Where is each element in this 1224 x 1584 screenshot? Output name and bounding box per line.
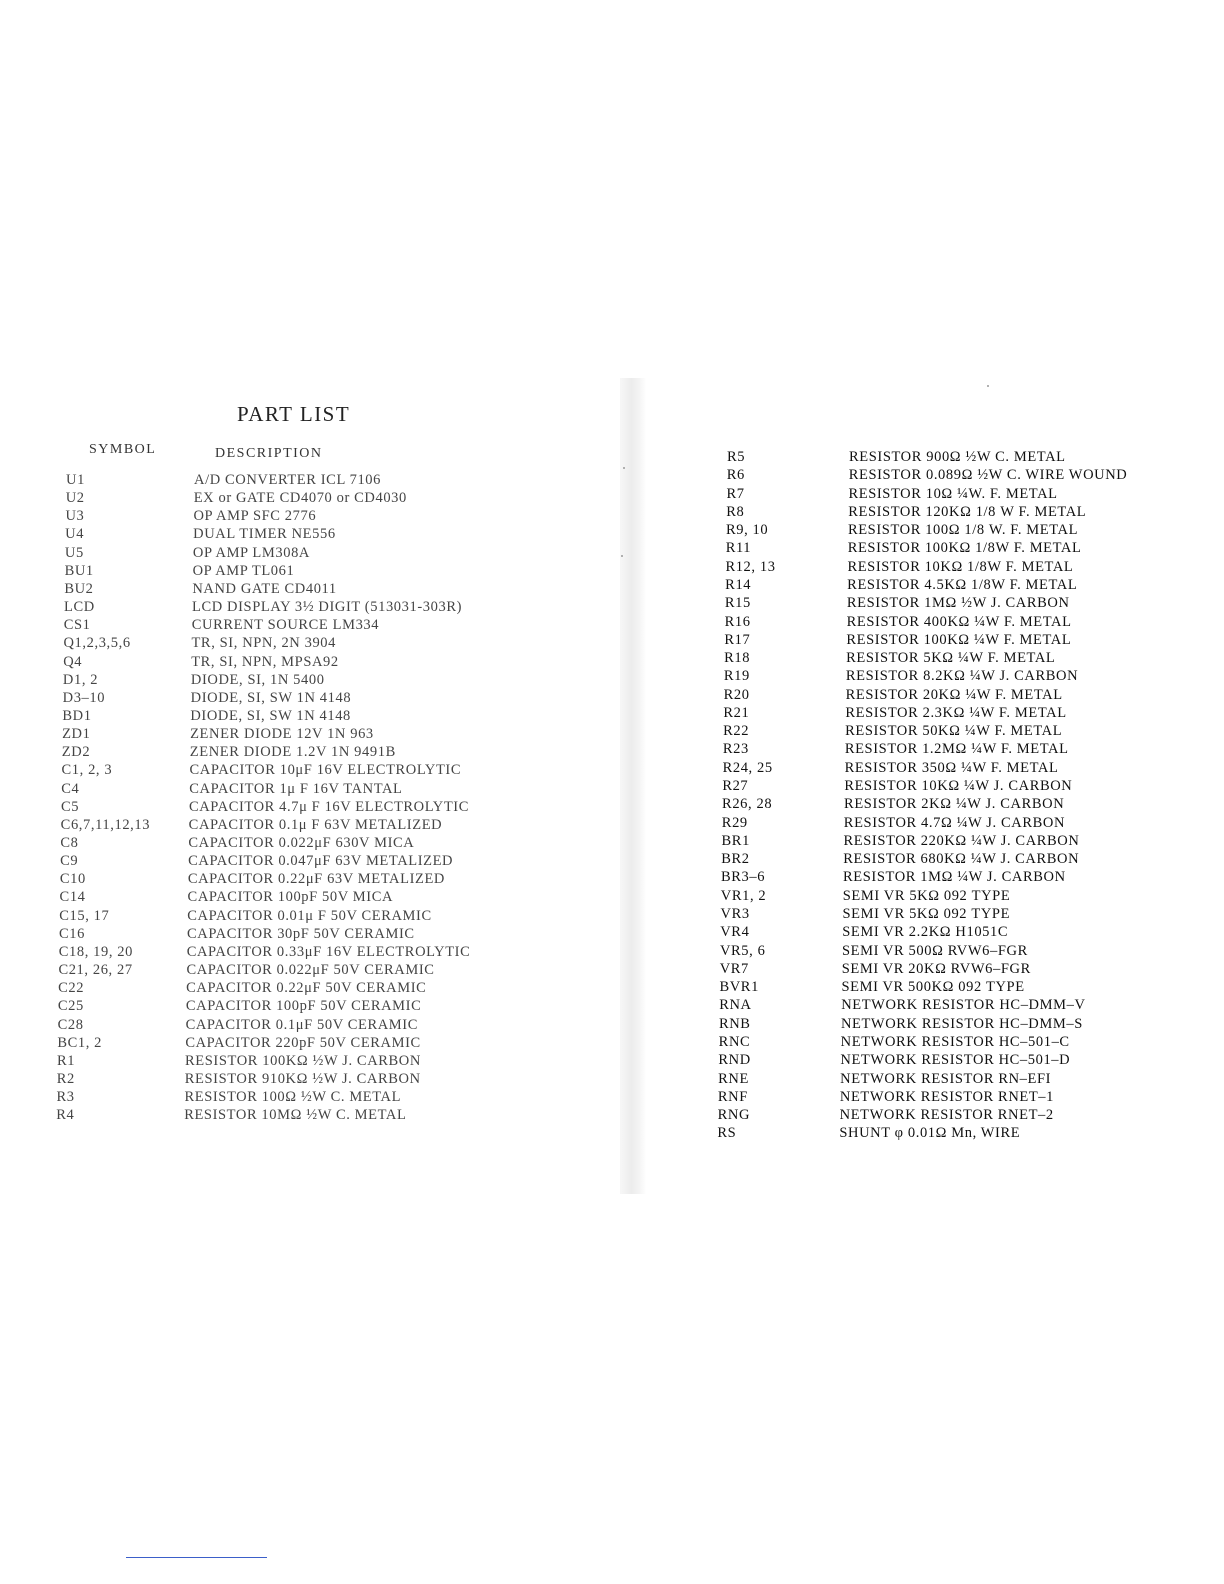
part-symbol: R8 (726, 503, 745, 520)
part-symbol: RS (717, 1125, 737, 1142)
part-description: LCD DISPLAY 3½ DIGIT (513031-303R) (192, 599, 463, 616)
part-description: RESISTOR 4.7Ω ¼W J. CARBON (843, 814, 1066, 831)
part-symbol: R11 (725, 540, 752, 557)
footer-link-underline[interactable] (126, 1557, 267, 1558)
part-symbol: U3 (65, 508, 85, 525)
part-description: NETWORK RESISTOR RN–EFI (840, 1070, 1052, 1087)
part-symbol: R5 (727, 449, 746, 465)
part-description: TR, SI, NPN, MPSA92 (191, 653, 339, 670)
part-symbol: U4 (65, 526, 85, 543)
part-description: RESISTOR 100Ω ½W C. METAL (184, 1089, 402, 1106)
part-description: CAPACITOR 30pF 50V CERAMIC (187, 925, 415, 942)
part-symbol: CS1 (63, 617, 91, 634)
part-symbol: VR7 (719, 960, 749, 977)
page-title: PART LIST (237, 402, 351, 426)
part-description: NETWORK RESISTOR HC–DMM–S (840, 1015, 1083, 1032)
part-symbol: C15, 17 (59, 907, 110, 924)
part-description: RESISTOR 1.2MΩ ¼W F. METAL (844, 741, 1069, 758)
part-symbol: R18 (724, 650, 751, 667)
part-description: SHUNT φ 0.01Ω Mn, WIRE (839, 1125, 1021, 1142)
part-description: OP AMP TL061 (192, 562, 295, 579)
part-description: TR, SI, NPN, 2N 3904 (191, 635, 336, 652)
part-symbol: R14 (725, 576, 752, 593)
scan-speck (987, 385, 989, 387)
part-description: NETWORK RESISTOR HC–501–D (840, 1052, 1071, 1069)
part-description: RESISTOR 20KΩ ¼W F. METAL (845, 686, 1063, 703)
part-description: CAPACITOR 0.1μF 50V CERAMIC (185, 1016, 418, 1033)
part-symbol: D1, 2 (62, 671, 99, 688)
part-symbol: U2 (65, 490, 85, 507)
part-description: RESISTOR 350Ω ¼W F. METAL (844, 759, 1059, 776)
part-description: RESISTOR 5KΩ ¼W F. METAL (846, 650, 1056, 667)
part-symbol: R23 (722, 741, 749, 758)
part-description: RESISTOR 400KΩ ¼W F. METAL (846, 613, 1072, 630)
part-description: OP AMP SFC 2776 (193, 508, 317, 525)
part-symbol: R6 (726, 467, 745, 484)
page-fold-shadow (620, 378, 646, 1194)
part-symbol: C25 (57, 998, 84, 1015)
part-symbol: BR1 (721, 832, 750, 849)
part-symbol: R16 (724, 613, 751, 630)
part-symbol: C14 (59, 889, 86, 906)
part-description: SEMI VR 20KΩ RVW6–FGR (841, 960, 1031, 977)
part-description: CAPACITOR 100pF 50V CERAMIC (185, 998, 422, 1015)
part-description: CAPACITOR 10μF 16V ELECTROLYTIC (189, 762, 462, 779)
part-symbol: R17 (724, 631, 751, 648)
part-symbol: R19 (723, 668, 750, 685)
part-description: CAPACITOR 0.022μF 50V CERAMIC (186, 962, 435, 979)
part-description: CAPACITOR 0.22μF 63V METALIZED (187, 871, 445, 888)
part-description: RESISTOR 900Ω ½W C. METAL (849, 449, 1066, 465)
part-symbol: C8 (60, 835, 79, 851)
part-symbol: RNA (719, 997, 752, 1014)
part-description: CAPACITOR 220pF 50V CERAMIC (185, 1034, 421, 1051)
part-description: CAPACITOR 0.22μF 50V CERAMIC (186, 980, 427, 997)
part-description: NETWORK RESISTOR HC–DMM–V (841, 997, 1086, 1014)
part-description: NETWORK RESISTOR RNET–1 (839, 1088, 1055, 1105)
part-description: A/D CONVERTER ICL 7106 (194, 472, 381, 488)
scan-speck (621, 555, 623, 557)
part-symbol: R4 (56, 1107, 75, 1124)
part-symbol: R27 (722, 778, 749, 795)
part-symbol: Q1,2,3,5,6 (63, 635, 131, 652)
part-description: RESISTOR 100KΩ 1/8W F. METAL (847, 540, 1082, 557)
part-symbol: U5 (64, 544, 84, 561)
part-description: RESISTOR 10MΩ ½W C. METAL (184, 1107, 407, 1124)
part-symbol: C22 (58, 980, 85, 997)
part-symbol: BR2 (721, 851, 750, 868)
part-description: CAPACITOR 4.7μ F 16V ELECTROLYTIC (188, 798, 469, 815)
part-symbol: C6,7,11,12,13 (60, 816, 151, 833)
part-symbol: ZD1 (62, 726, 91, 743)
part-symbol: VR3 (720, 906, 750, 922)
part-symbol: C9 (60, 853, 79, 870)
part-symbol: VR4 (720, 924, 750, 941)
part-description: DIODE, SI, 1N 5400 (190, 671, 325, 688)
part-symbol: R22 (723, 723, 750, 740)
part-symbol: R2 (56, 1070, 75, 1087)
part-description: RESISTOR 10KΩ 1/8W F. METAL (847, 558, 1074, 575)
part-symbol: R7 (726, 485, 745, 502)
part-symbol: Q4 (63, 653, 83, 670)
scan-speck (623, 467, 625, 469)
part-description: CAPACITOR 0.1μ F 63V METALIZED (188, 816, 443, 833)
part-symbol: R21 (723, 704, 750, 721)
symbol-column-header: SYMBOL (89, 442, 157, 457)
part-description: RESISTOR 1MΩ ½W J. CARBON (846, 595, 1070, 612)
part-symbol: C16 (59, 925, 85, 942)
part-symbol: BR3–6 (721, 869, 766, 886)
description-column-header: DESCRIPTION (215, 446, 323, 461)
part-description: EX or GATE CD4070 or CD4030 (193, 490, 407, 507)
part-symbol: C10 (59, 871, 86, 888)
part-symbol: ZD2 (61, 744, 91, 761)
part-description: RESISTOR 910KΩ ½W J. CARBON (184, 1070, 421, 1087)
part-description: RESISTOR 100Ω 1/8 W. F. METAL (847, 522, 1079, 539)
part-description: DIODE, SI, SW 1N 4148 (190, 707, 351, 724)
part-description: DUAL TIMER NE556 (193, 526, 336, 543)
part-symbol: RNF (717, 1088, 748, 1105)
part-symbol: R1 (57, 1052, 76, 1069)
part-description: RESISTOR 10Ω ¼W. F. METAL (848, 485, 1058, 502)
part-symbol: RNG (717, 1107, 751, 1124)
part-symbol: VR1, 2 (720, 887, 767, 904)
part-symbol: U1 (66, 472, 85, 488)
part-description: RESISTOR 8.2KΩ ¼W J. CARBON (845, 668, 1079, 685)
part-description: ZENER DIODE 1.2V 1N 9491B (189, 744, 396, 761)
part-description: RESISTOR 100KΩ ½W J. CARBON (185, 1052, 421, 1069)
part-description: RESISTOR 0.089Ω ½W C. WIRE WOUND (848, 467, 1128, 484)
part-symbol: R29 (721, 814, 748, 831)
part-symbol: RNE (718, 1070, 749, 1087)
part-description: SEMI VR 5KΩ 092 TYPE (842, 887, 1011, 904)
part-description: SEMI VR 500KΩ 092 TYPE (841, 979, 1025, 996)
part-description: SEMI VR 5KΩ 092 TYPE (842, 906, 1011, 922)
part-description: CAPACITOR 0.022μF 630V MICA (188, 835, 415, 851)
part-description: CAPACITOR 100pF 50V MICA (187, 889, 394, 906)
part-description: RESISTOR 1MΩ ¼W J. CARBON (843, 869, 1066, 886)
part-symbol: R26, 28 (722, 796, 773, 813)
part-symbol: R24, 25 (722, 759, 773, 776)
part-symbol: RND (718, 1052, 751, 1069)
part-symbol: BU1 (64, 562, 94, 579)
part-symbol: C5 (60, 798, 80, 815)
part-description: RESISTOR 4.5KΩ 1/8W F. METAL (847, 576, 1078, 593)
part-symbol: R12, 13 (725, 558, 776, 575)
part-symbol: D3–10 (62, 689, 106, 706)
part-description: RESISTOR 2.3KΩ ¼W F. METAL (845, 704, 1067, 721)
part-description: CAPACITOR 0.01μ F 50V CERAMIC (187, 907, 432, 924)
part-symbol: RNB (718, 1015, 751, 1032)
part-symbol: R15 (724, 595, 751, 612)
part-symbol: R20 (723, 686, 750, 703)
part-symbol: C28 (57, 1016, 84, 1033)
part-description: RESISTOR 2KΩ ¼W J. CARBON (844, 796, 1065, 813)
part-symbol: C18, 19, 20 (58, 943, 133, 960)
part-symbol: R3 (56, 1089, 75, 1106)
part-symbol: C4 (61, 780, 80, 797)
part-description: RESISTOR 120KΩ 1/8 W F. METAL (848, 503, 1087, 520)
part-description: ZENER DIODE 12V 1N 963 (190, 726, 374, 743)
part-symbol: C1, 2, 3 (61, 762, 113, 779)
part-description: SEMI VR 500Ω RVW6–FGR (841, 942, 1028, 959)
part-description: CURRENT SOURCE LM334 (191, 617, 380, 634)
part-description: OP AMP LM308A (192, 544, 310, 561)
part-description: RESISTOR 50KΩ ¼W F. METAL (845, 723, 1063, 740)
part-symbol: BVR1 (719, 979, 759, 996)
part-description: NETWORK RESISTOR HC–501–C (840, 1033, 1070, 1050)
part-description: NAND GATE CD4011 (192, 580, 337, 597)
part-symbol: RNC (718, 1033, 751, 1050)
part-symbol: BU2 (64, 580, 94, 597)
part-description: CAPACITOR 0.33μF 16V ELECTROLYTIC (186, 943, 471, 960)
part-description: CAPACITOR 0.047μF 63V METALIZED (188, 853, 454, 870)
part-symbol: BD1 (62, 707, 92, 724)
part-description: RESISTOR 220KΩ ¼W J. CARBON (843, 832, 1080, 849)
part-description: RESISTOR 10KΩ ¼W J. CARBON (844, 778, 1073, 795)
part-description: RESISTOR 680KΩ ¼W J. CARBON (843, 851, 1080, 868)
part-symbol: C21, 26, 27 (58, 962, 133, 979)
part-symbol: BC1, 2 (57, 1034, 103, 1051)
part-description: DIODE, SI, SW 1N 4148 (190, 689, 352, 706)
part-description: CAPACITOR 1μ F 16V TANTAL (189, 780, 403, 797)
part-description: NETWORK RESISTOR RNET–2 (839, 1107, 1054, 1124)
part-symbol: LCD (64, 599, 95, 616)
part-description: SEMI VR 2.2KΩ H1051C (842, 924, 1009, 941)
part-symbol: VR5, 6 (719, 942, 766, 959)
part-description: RESISTOR 100KΩ ¼W F. METAL (846, 631, 1072, 648)
part-symbol: R9, 10 (725, 522, 769, 539)
